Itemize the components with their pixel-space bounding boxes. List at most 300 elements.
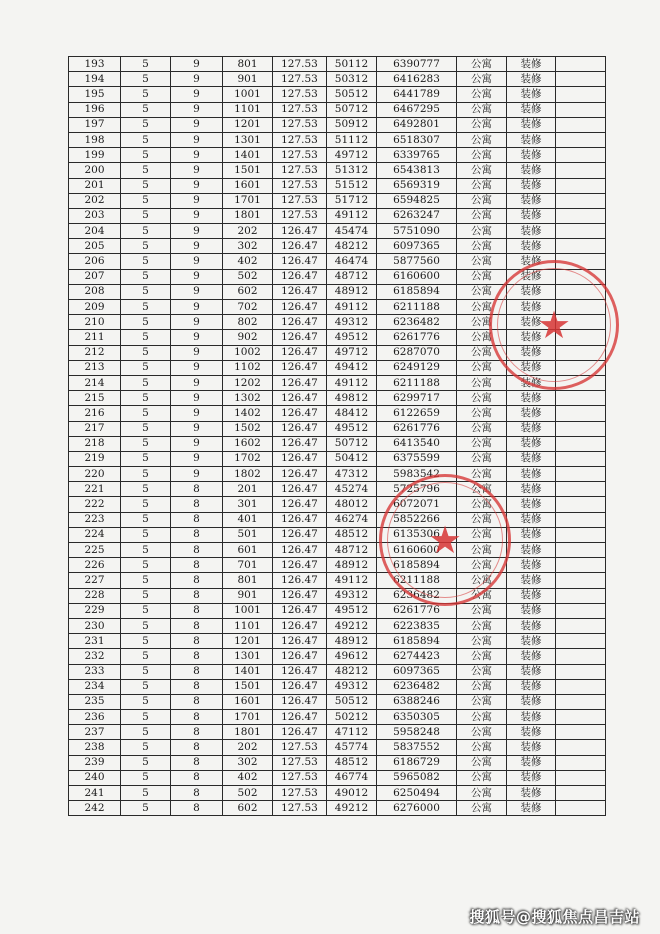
- room-cell: 1601: [223, 694, 273, 709]
- blank-cell: [556, 360, 606, 375]
- table-row: [69, 421, 606, 436]
- row-number: 234: [69, 679, 121, 694]
- unit-cell: 8: [171, 527, 223, 542]
- unit-price-cell: 49712: [327, 148, 377, 163]
- unit-price-cell: 50712: [327, 102, 377, 117]
- blank-cell: [556, 163, 606, 178]
- room-cell: 1302: [223, 391, 273, 406]
- decoration-cell: 装修: [507, 786, 556, 801]
- building-cell: 5: [121, 770, 171, 785]
- area-cell: 127.53: [273, 208, 327, 223]
- row-number: 209: [69, 300, 121, 315]
- room-cell: 402: [223, 254, 273, 269]
- decoration-cell: 装修: [507, 178, 556, 193]
- table-row: [69, 482, 606, 497]
- unit-cell: 8: [171, 512, 223, 527]
- row-number: 222: [69, 497, 121, 512]
- total-price-cell: 6135306: [377, 527, 457, 542]
- room-cell: 701: [223, 558, 273, 573]
- table-row: [69, 755, 606, 770]
- decoration-cell: 装修: [507, 406, 556, 421]
- building-cell: 5: [121, 345, 171, 360]
- building-cell: 5: [121, 193, 171, 208]
- decoration-cell: 装修: [507, 193, 556, 208]
- decoration-cell: 装修: [507, 603, 556, 618]
- unit-price-cell: 49512: [327, 603, 377, 618]
- unit-cell: 9: [171, 421, 223, 436]
- area-cell: 126.47: [273, 391, 327, 406]
- total-price-cell: 6263247: [377, 208, 457, 223]
- room-cell: 1701: [223, 710, 273, 725]
- room-cell: 302: [223, 755, 273, 770]
- unit-price-cell: 49312: [327, 315, 377, 330]
- building-cell: 5: [121, 208, 171, 223]
- decoration-cell: 装修: [507, 375, 556, 390]
- table-row: [69, 740, 606, 755]
- usage-type-cell: 公寓: [457, 315, 507, 330]
- decoration-cell: 装修: [507, 72, 556, 87]
- usage-type-cell: 公寓: [457, 710, 507, 725]
- area-cell: 127.53: [273, 178, 327, 193]
- blank-cell: [556, 345, 606, 360]
- room-cell: 1601: [223, 178, 273, 193]
- usage-type-cell: 公寓: [457, 360, 507, 375]
- unit-price-cell: 50112: [327, 57, 377, 72]
- blank-cell: [556, 467, 606, 482]
- table-row: [69, 664, 606, 679]
- row-number: 235: [69, 694, 121, 709]
- building-cell: 5: [121, 618, 171, 633]
- room-cell: 502: [223, 786, 273, 801]
- usage-type-cell: 公寓: [457, 588, 507, 603]
- total-price-cell: 6185894: [377, 634, 457, 649]
- area-cell: 126.47: [273, 315, 327, 330]
- row-number: 238: [69, 740, 121, 755]
- room-cell: 602: [223, 284, 273, 299]
- table-row: [69, 558, 606, 573]
- table-row: [69, 634, 606, 649]
- usage-type-cell: 公寓: [457, 573, 507, 588]
- unit-price-cell: 48712: [327, 543, 377, 558]
- decoration-cell: 装修: [507, 315, 556, 330]
- blank-cell: [556, 269, 606, 284]
- area-cell: 126.47: [273, 467, 327, 482]
- table-row: [69, 467, 606, 482]
- total-price-cell: 6350305: [377, 710, 457, 725]
- row-number: 199: [69, 148, 121, 163]
- room-cell: 1401: [223, 664, 273, 679]
- room-cell: 1001: [223, 87, 273, 102]
- table-row: [69, 649, 606, 664]
- unit-cell: 8: [171, 649, 223, 664]
- usage-type-cell: 公寓: [457, 740, 507, 755]
- row-number: 233: [69, 664, 121, 679]
- unit-price-cell: 48712: [327, 269, 377, 284]
- table-row: [69, 87, 606, 102]
- usage-type-cell: 公寓: [457, 345, 507, 360]
- area-cell: 126.47: [273, 224, 327, 239]
- unit-cell: 9: [171, 300, 223, 315]
- room-cell: 1201: [223, 634, 273, 649]
- blank-cell: [556, 801, 606, 816]
- usage-type-cell: 公寓: [457, 451, 507, 466]
- building-cell: 5: [121, 360, 171, 375]
- total-price-cell: 6160600: [377, 269, 457, 284]
- unit-cell: 9: [171, 375, 223, 390]
- area-cell: 126.47: [273, 679, 327, 694]
- unit-price-cell: 48912: [327, 558, 377, 573]
- row-number: 198: [69, 132, 121, 147]
- usage-type-cell: 公寓: [457, 117, 507, 132]
- area-cell: 126.47: [273, 497, 327, 512]
- blank-cell: [556, 603, 606, 618]
- row-number: 212: [69, 345, 121, 360]
- unit-cell: 9: [171, 163, 223, 178]
- table-row: [69, 360, 606, 375]
- room-cell: 401: [223, 512, 273, 527]
- unit-price-cell: 49512: [327, 421, 377, 436]
- area-cell: 126.47: [273, 482, 327, 497]
- decoration-cell: 装修: [507, 102, 556, 117]
- decoration-cell: 装修: [507, 573, 556, 588]
- total-price-cell: 5725796: [377, 482, 457, 497]
- decoration-cell: 装修: [507, 330, 556, 345]
- row-number: 228: [69, 588, 121, 603]
- unit-cell: 8: [171, 558, 223, 573]
- usage-type-cell: 公寓: [457, 801, 507, 816]
- unit-price-cell: 48212: [327, 239, 377, 254]
- total-price-cell: 6223835: [377, 618, 457, 633]
- room-cell: 302: [223, 239, 273, 254]
- building-cell: 5: [121, 543, 171, 558]
- room-cell: 1401: [223, 148, 273, 163]
- blank-cell: [556, 634, 606, 649]
- unit-cell: 9: [171, 102, 223, 117]
- blank-cell: [556, 421, 606, 436]
- room-cell: 1002: [223, 345, 273, 360]
- usage-type-cell: 公寓: [457, 57, 507, 72]
- table-row: [69, 300, 606, 315]
- building-cell: 5: [121, 406, 171, 421]
- unit-cell: 9: [171, 406, 223, 421]
- area-cell: 126.47: [273, 634, 327, 649]
- row-number: 216: [69, 406, 121, 421]
- table-row: [69, 224, 606, 239]
- room-cell: 801: [223, 573, 273, 588]
- table-row: [69, 132, 606, 147]
- area-cell: 126.47: [273, 375, 327, 390]
- usage-type-cell: 公寓: [457, 770, 507, 785]
- usage-type-cell: 公寓: [457, 193, 507, 208]
- unit-cell: 8: [171, 588, 223, 603]
- room-cell: 1502: [223, 421, 273, 436]
- unit-cell: 8: [171, 634, 223, 649]
- area-cell: 127.53: [273, 102, 327, 117]
- unit-price-cell: 49412: [327, 360, 377, 375]
- usage-type-cell: 公寓: [457, 467, 507, 482]
- room-cell: 901: [223, 72, 273, 87]
- row-number: 208: [69, 284, 121, 299]
- blank-cell: [556, 543, 606, 558]
- table-row: [69, 57, 606, 72]
- area-cell: 126.47: [273, 421, 327, 436]
- usage-type-cell: 公寓: [457, 148, 507, 163]
- total-price-cell: 6211188: [377, 573, 457, 588]
- decoration-cell: 装修: [507, 239, 556, 254]
- unit-cell: 8: [171, 740, 223, 755]
- blank-cell: [556, 330, 606, 345]
- unit-cell: 8: [171, 786, 223, 801]
- usage-type-cell: 公寓: [457, 664, 507, 679]
- usage-type-cell: 公寓: [457, 543, 507, 558]
- unit-cell: 9: [171, 224, 223, 239]
- area-cell: 127.53: [273, 148, 327, 163]
- blank-cell: [556, 57, 606, 72]
- usage-type-cell: 公寓: [457, 102, 507, 117]
- total-price-cell: 6261776: [377, 421, 457, 436]
- blank-cell: [556, 436, 606, 451]
- room-cell: 301: [223, 497, 273, 512]
- table-row: [69, 694, 606, 709]
- building-cell: 5: [121, 269, 171, 284]
- room-cell: 601: [223, 543, 273, 558]
- building-cell: 5: [121, 87, 171, 102]
- unit-cell: 8: [171, 679, 223, 694]
- unit-cell: 9: [171, 284, 223, 299]
- decoration-cell: 装修: [507, 740, 556, 755]
- decoration-cell: 装修: [507, 558, 556, 573]
- blank-cell: [556, 254, 606, 269]
- blank-cell: [556, 300, 606, 315]
- building-cell: 5: [121, 603, 171, 618]
- usage-type-cell: 公寓: [457, 618, 507, 633]
- blank-cell: [556, 193, 606, 208]
- usage-type-cell: 公寓: [457, 694, 507, 709]
- total-price-cell: 6236482: [377, 315, 457, 330]
- total-price-cell: 6390777: [377, 57, 457, 72]
- unit-cell: 9: [171, 467, 223, 482]
- unit-price-cell: 45474: [327, 224, 377, 239]
- table-row: [69, 527, 606, 542]
- decoration-cell: 装修: [507, 725, 556, 740]
- decoration-cell: 装修: [507, 588, 556, 603]
- usage-type-cell: 公寓: [457, 300, 507, 315]
- blank-cell: [556, 178, 606, 193]
- unit-price-cell: 49112: [327, 573, 377, 588]
- room-cell: 1202: [223, 375, 273, 390]
- building-cell: 5: [121, 573, 171, 588]
- row-number: 218: [69, 436, 121, 451]
- building-cell: 5: [121, 178, 171, 193]
- blank-cell: [556, 770, 606, 785]
- blank-cell: [556, 786, 606, 801]
- table-row: [69, 588, 606, 603]
- room-cell: 201: [223, 482, 273, 497]
- total-price-cell: 5751090: [377, 224, 457, 239]
- unit-price-cell: 49112: [327, 300, 377, 315]
- decoration-cell: 装修: [507, 345, 556, 360]
- total-price-cell: 6122659: [377, 406, 457, 421]
- blank-cell: [556, 725, 606, 740]
- building-cell: 5: [121, 315, 171, 330]
- total-price-cell: 6160600: [377, 543, 457, 558]
- total-price-cell: 6518307: [377, 132, 457, 147]
- total-price-cell: 6261776: [377, 330, 457, 345]
- decoration-cell: 装修: [507, 451, 556, 466]
- room-cell: 501: [223, 527, 273, 542]
- building-cell: 5: [121, 467, 171, 482]
- blank-cell: [556, 527, 606, 542]
- total-price-cell: 6416283: [377, 72, 457, 87]
- total-price-cell: 6594825: [377, 193, 457, 208]
- blank-cell: [556, 375, 606, 390]
- decoration-cell: 装修: [507, 163, 556, 178]
- total-price-cell: 6097365: [377, 239, 457, 254]
- usage-type-cell: 公寓: [457, 163, 507, 178]
- decoration-cell: 装修: [507, 467, 556, 482]
- blank-cell: [556, 679, 606, 694]
- row-number: 223: [69, 512, 121, 527]
- unit-cell: 9: [171, 345, 223, 360]
- row-number: 200: [69, 163, 121, 178]
- table-row: [69, 603, 606, 618]
- area-cell: 127.53: [273, 72, 327, 87]
- unit-price-cell: 48012: [327, 497, 377, 512]
- table-row: [69, 284, 606, 299]
- total-price-cell: 6375599: [377, 451, 457, 466]
- blank-cell: [556, 102, 606, 117]
- row-number: 240: [69, 770, 121, 785]
- total-price-cell: 6249129: [377, 360, 457, 375]
- usage-type-cell: 公寓: [457, 725, 507, 740]
- usage-type-cell: 公寓: [457, 482, 507, 497]
- area-cell: 127.53: [273, 57, 327, 72]
- seal-star-icon: ★: [427, 518, 463, 562]
- building-cell: 5: [121, 451, 171, 466]
- total-price-cell: 6339765: [377, 148, 457, 163]
- unit-price-cell: 49612: [327, 649, 377, 664]
- building-cell: 5: [121, 254, 171, 269]
- total-price-cell: 6274423: [377, 649, 457, 664]
- blank-cell: [556, 618, 606, 633]
- table-row: [69, 148, 606, 163]
- usage-type-cell: 公寓: [457, 679, 507, 694]
- building-cell: 5: [121, 558, 171, 573]
- area-cell: 127.53: [273, 117, 327, 132]
- unit-price-cell: 48912: [327, 634, 377, 649]
- area-cell: 127.53: [273, 740, 327, 755]
- building-cell: 5: [121, 694, 171, 709]
- table-row: [69, 102, 606, 117]
- area-cell: 126.47: [273, 527, 327, 542]
- unit-cell: 8: [171, 603, 223, 618]
- unit-cell: 8: [171, 770, 223, 785]
- area-cell: 127.53: [273, 193, 327, 208]
- decoration-cell: 装修: [507, 208, 556, 223]
- unit-price-cell: 48412: [327, 406, 377, 421]
- total-price-cell: 6413540: [377, 436, 457, 451]
- row-number: 210: [69, 315, 121, 330]
- unit-price-cell: 46474: [327, 254, 377, 269]
- blank-cell: [556, 588, 606, 603]
- area-cell: 127.53: [273, 801, 327, 816]
- building-cell: 5: [121, 148, 171, 163]
- table-row: [69, 451, 606, 466]
- area-cell: 127.53: [273, 770, 327, 785]
- unit-cell: 9: [171, 132, 223, 147]
- area-cell: 126.47: [273, 284, 327, 299]
- unit-price-cell: 49212: [327, 801, 377, 816]
- area-cell: 126.47: [273, 345, 327, 360]
- table-row: [69, 679, 606, 694]
- total-price-cell: 6276000: [377, 801, 457, 816]
- unit-cell: 8: [171, 710, 223, 725]
- unit-price-cell: 50312: [327, 72, 377, 87]
- unit-cell: 9: [171, 148, 223, 163]
- decoration-cell: 装修: [507, 634, 556, 649]
- building-cell: 5: [121, 102, 171, 117]
- unit-price-cell: 50512: [327, 87, 377, 102]
- blank-cell: [556, 451, 606, 466]
- building-cell: 5: [121, 527, 171, 542]
- total-price-cell: 6388246: [377, 694, 457, 709]
- building-cell: 5: [121, 482, 171, 497]
- decoration-cell: 装修: [507, 482, 556, 497]
- unit-cell: 9: [171, 436, 223, 451]
- room-cell: 702: [223, 300, 273, 315]
- usage-type-cell: 公寓: [457, 786, 507, 801]
- area-cell: 126.47: [273, 300, 327, 315]
- room-cell: 1602: [223, 436, 273, 451]
- table-row: [69, 163, 606, 178]
- room-cell: 1101: [223, 102, 273, 117]
- usage-type-cell: 公寓: [457, 406, 507, 421]
- table-row: [69, 406, 606, 421]
- room-cell: 1801: [223, 725, 273, 740]
- unit-cell: 8: [171, 755, 223, 770]
- total-price-cell: 6211188: [377, 375, 457, 390]
- usage-type-cell: 公寓: [457, 254, 507, 269]
- unit-cell: 9: [171, 330, 223, 345]
- table-row: [69, 315, 606, 330]
- total-price-cell: 5965082: [377, 770, 457, 785]
- blank-cell: [556, 72, 606, 87]
- decoration-cell: 装修: [507, 436, 556, 451]
- unit-cell: 9: [171, 360, 223, 375]
- total-price-cell: 6261776: [377, 603, 457, 618]
- area-cell: 126.47: [273, 436, 327, 451]
- room-cell: 402: [223, 770, 273, 785]
- room-cell: 1101: [223, 618, 273, 633]
- unit-cell: 9: [171, 178, 223, 193]
- decoration-cell: 装修: [507, 543, 556, 558]
- room-cell: 1102: [223, 360, 273, 375]
- table-row: [69, 512, 606, 527]
- table-row: [69, 497, 606, 512]
- unit-price-cell: 48912: [327, 284, 377, 299]
- area-cell: 126.47: [273, 664, 327, 679]
- unit-cell: 9: [171, 254, 223, 269]
- unit-price-cell: 49012: [327, 786, 377, 801]
- unit-price-cell: 51512: [327, 178, 377, 193]
- room-cell: 1501: [223, 679, 273, 694]
- row-number: 195: [69, 87, 121, 102]
- room-cell: 1501: [223, 163, 273, 178]
- total-price-cell: 5983542: [377, 467, 457, 482]
- area-cell: 126.47: [273, 694, 327, 709]
- building-cell: 5: [121, 436, 171, 451]
- decoration-cell: 装修: [507, 148, 556, 163]
